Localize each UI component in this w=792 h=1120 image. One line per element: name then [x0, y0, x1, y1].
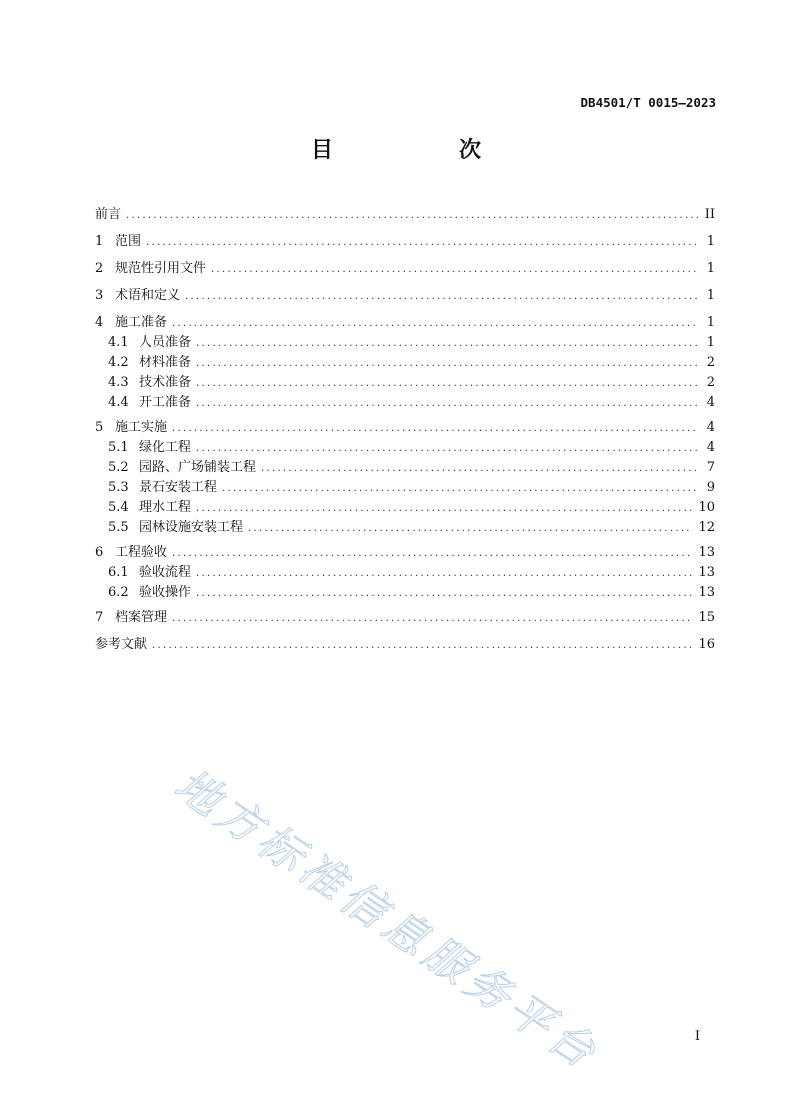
toc-dot-leader [152, 637, 693, 655]
toc-entry-label: 术语和定义 [115, 288, 181, 303]
toc-entry-number: 5.5 [108, 520, 129, 535]
toc-dot-leader [222, 480, 698, 498]
toc-entry[interactable] [108, 499, 715, 517]
toc-dot-leader [196, 355, 698, 373]
toc-entry-label: 材料准备 [139, 355, 192, 370]
toc-entry-label: 前言 [95, 207, 122, 222]
toc-entry-label: 园路、广场铺装工程 [139, 460, 257, 475]
toc-entry[interactable] [108, 394, 715, 412]
toc-entry-page: 4 [706, 420, 715, 435]
toc-dot-leader [172, 610, 693, 628]
toc-entry-label: 档案管理 [115, 610, 168, 625]
toc-entry-number: 4.4 [108, 395, 129, 410]
toc-entry-number: 6.2 [108, 585, 129, 600]
toc-entry[interactable] [95, 544, 715, 562]
toc-entry-page: 2 [706, 375, 715, 390]
toc-entry-number: 5 [95, 420, 104, 435]
toc-entry-number: 2 [95, 261, 104, 276]
toc-entry-number: 5.1 [108, 440, 129, 455]
toc-entry[interactable] [108, 354, 715, 372]
watermark: 地方标准信息服务平台 [165, 759, 609, 1081]
toc-entry[interactable] [95, 233, 715, 251]
toc-dot-leader [146, 234, 698, 252]
toc-entry-page: 13 [698, 545, 715, 560]
toc-entry-number: 5.4 [108, 500, 129, 515]
toc-entry[interactable] [108, 564, 715, 582]
toc-entry-number: 5.2 [108, 460, 129, 475]
page-title: 目 次 [310, 138, 533, 163]
toc-entry-number: 4 [95, 315, 104, 330]
toc-entry-number: 1 [95, 234, 104, 249]
toc-dot-leader [196, 375, 698, 393]
toc-dot-leader [196, 585, 693, 603]
toc-entry[interactable] [108, 439, 715, 457]
toc-entry-label: 工程验收 [115, 545, 168, 560]
toc-entry[interactable] [95, 260, 715, 278]
toc-entry-page: 10 [698, 500, 715, 515]
toc-entry[interactable] [95, 636, 715, 654]
toc-dot-leader [172, 420, 698, 438]
toc-entry-number: 4.3 [108, 375, 129, 390]
toc-entry-label: 园林设施安装工程 [139, 520, 244, 535]
toc-entry-label: 绿化工程 [139, 440, 192, 455]
toc-entry-label: 景石安装工程 [139, 480, 218, 495]
toc-entry-page: II [704, 207, 715, 222]
toc-entry[interactable] [108, 479, 715, 497]
toc-entry-label: 范围 [115, 234, 142, 249]
toc-entry[interactable] [108, 584, 715, 602]
toc-entry-page: 1 [706, 288, 715, 303]
toc-entry-label: 施工准备 [115, 315, 168, 330]
toc-dot-leader [172, 315, 698, 333]
page-number: I [694, 1029, 700, 1044]
toc-entry-label: 规范性引用文件 [115, 261, 207, 276]
toc-entry[interactable] [95, 314, 715, 332]
toc-entry-page: 12 [698, 520, 715, 535]
toc-entry-number: 3 [95, 288, 104, 303]
toc-entry-label: 理水工程 [139, 500, 192, 515]
toc-dot-leader [126, 207, 698, 225]
toc-entry-page: 1 [706, 335, 715, 350]
toc-entry-page: 1 [706, 315, 715, 330]
toc-entry-number: 7 [95, 610, 104, 625]
toc-entry-number: 4.2 [108, 355, 129, 370]
toc-entry-label: 技术准备 [139, 375, 192, 390]
toc-entry[interactable] [108, 334, 715, 352]
toc-entry-page: 13 [698, 565, 715, 580]
toc-entry-number: 6 [95, 545, 104, 560]
toc-dot-leader [196, 565, 693, 583]
toc-entry-page: 7 [706, 460, 715, 475]
toc-entry[interactable] [108, 519, 715, 537]
toc-entry-page: 1 [706, 234, 715, 249]
toc-dot-leader [196, 335, 698, 353]
toc-entry-label: 验收操作 [139, 585, 192, 600]
toc-entry-label: 验收流程 [139, 565, 192, 580]
toc-entry[interactable] [95, 206, 715, 224]
toc-dot-leader [196, 440, 698, 458]
toc-entry-number: 6.1 [108, 565, 129, 580]
toc-entry[interactable] [95, 609, 715, 627]
toc-entry[interactable] [95, 419, 715, 437]
toc-dot-leader [172, 545, 693, 563]
toc-entry-page: 2 [706, 355, 715, 370]
toc-dot-leader [248, 520, 693, 538]
toc-entry-page: 16 [698, 637, 715, 652]
document-code: DB4501/T 0015—2023 [580, 95, 716, 110]
toc-dot-leader [196, 395, 698, 413]
toc-entry-page: 1 [706, 261, 715, 276]
toc-dot-leader [196, 500, 693, 518]
toc-entry-page: 9 [706, 480, 715, 495]
toc-entry-label: 参考文献 [95, 637, 148, 652]
toc-entry-page: 13 [698, 585, 715, 600]
toc-entry-number: 5.3 [108, 480, 129, 495]
toc-entry-page: 4 [706, 440, 715, 455]
toc-entry[interactable] [95, 287, 715, 305]
toc-entry-label: 人员准备 [139, 335, 192, 350]
toc-dot-leader [211, 261, 698, 279]
toc-dot-leader [185, 288, 698, 306]
toc-entry[interactable] [108, 459, 715, 477]
toc-entry[interactable] [108, 374, 715, 392]
toc-entry-label: 开工准备 [139, 395, 192, 410]
toc-entry-number: 4.1 [108, 335, 129, 350]
toc-entry-page: 15 [698, 610, 715, 625]
toc-entry-label: 施工实施 [115, 420, 168, 435]
toc-dot-leader [261, 460, 698, 478]
toc-entry-page: 4 [706, 395, 715, 410]
